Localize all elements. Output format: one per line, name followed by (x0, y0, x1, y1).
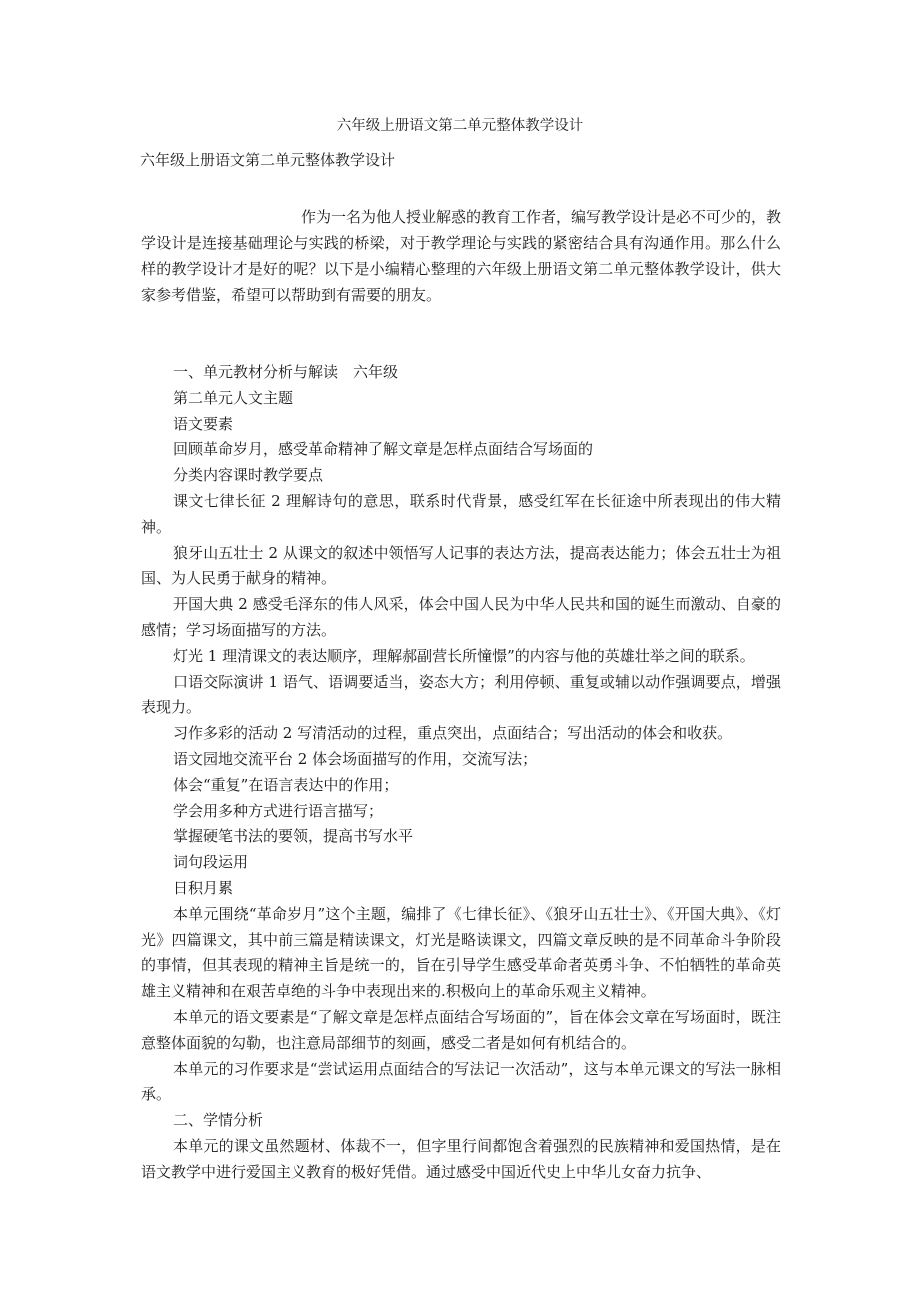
paragraph: 体会“重复”在语言表达中的作用； (173, 775, 399, 794)
paragraph: 第二单元人文主题 (173, 388, 294, 407)
intro-paragraph: 作为一名为他人授业解惑的教育工作者，编写教学设计是必不可少的，教学设计是连接基础理论与实践的桥梁，对于教学理论与实践的紧密结合具有沟通作用。那么什么样的教学设计才是好的呢？以下是小编精心整理的六年级上册语文第二单元整体教学设计，供大家参考借鉴，希望可以帮助到有需要的朋友。 (141, 208, 782, 304)
paragraph: 语文要素 (173, 414, 234, 433)
paragraph: 开国大典 2 感受毛泽东的伟人风采，体会中国人民为中华人民共和国的诞生而激动、自豪的感情；学习场面描写的方法。 (141, 595, 781, 639)
paragraph: 分类内容课时教学要点 (173, 466, 324, 485)
paragraph: 灯光 1 理清课文的表达顺序，理解郝副营长所憧憬”的内容与他的英雄壮举之间的联系。 (173, 646, 755, 665)
document-body (141, 360, 781, 1186)
paragraph: 本单元的语文要素是“了解文章是怎样点面结合写场面的”，旨在体会文章在写场面时，既注意整体面貌的勾勒，也注意局部细节的刻画，感受二者是如何有机结合的。 (141, 1007, 781, 1052)
paragraph: 回顾革命岁月，感受革命精神了解文章是怎样点面结合写场面的 (173, 440, 594, 459)
section-heading-student-analysis: 二、学情分析 (173, 1111, 264, 1130)
paragraph: 习作多彩的活动 2 写清活动的过程，重点突出，点面结合；写出活动的体会和收获。 (173, 724, 733, 743)
paragraph: 词句段运用 (173, 853, 249, 872)
section-heading-textbook-analysis: 一、单元教材分析与解读 六年级 (173, 363, 399, 381)
paragraph: 狼牙山五壮士 2 从课文的叙述中领悟写人记事的表达方法，提高表达能力；体会五壮士为祖国、为人民勇于献身的精神。 (141, 543, 781, 588)
paragraph: 本单元的课文虽然题材、体裁不一，但字里行间都饱含着强烈的民族精神和爱国热情，是在语文教学中进行爱国主义教育的极好凭借。通过感受中国近代史上中华儿女奋力抗争、 (141, 1136, 781, 1181)
paragraph: 课文七律长征 2 理解诗句的意思，联系时代背景，感受红军在长征途中所表现出的伟大精神。 (141, 491, 781, 536)
paragraph: 学会用多种方式进行语言描写； (173, 801, 384, 820)
paragraph: 日积月累 (173, 878, 234, 897)
document-title: 六年级上册语文第二单元整体教学设计 (336, 118, 584, 134)
paragraph: 本单元围绕“革命岁月”这个主题，编排了《七律长征》、《狼牙山五壮士》、《开国大典》、《灯光》四篇课文，其中前三篇是精读课文，灯光是略读课文，四篇文章反映的是不同革命斗争阶段的事情，但其表现的精神主旨是统一的，旨在引导学生感受革命者英勇斗争、不怕牺牲的革命英雄主义精神和在艰苦卓绝的斗争中表现出来的.积极向上的革命乐观主义精神。 (141, 904, 781, 1001)
paragraph: 掌握硬笔书法的要领，提高书写水平 (173, 827, 414, 846)
paragraph: 口语交际演讲 1 语气、语调要适当，姿态大方；利用停顿、重复或辅以动作强调要点，增强表现力。 (141, 672, 781, 717)
paragraph: 语文园地交流平台 2 体会场面描写的作用，交流写法； (173, 749, 538, 768)
paragraph: 本单元的习作要求是“尝试运用点面结合的写法记一次活动”，这与本单元课文的写法一脉相承。 (141, 1059, 781, 1104)
document-subtitle: 六年级上册语文第二单元整体教学设计 (140, 151, 396, 169)
